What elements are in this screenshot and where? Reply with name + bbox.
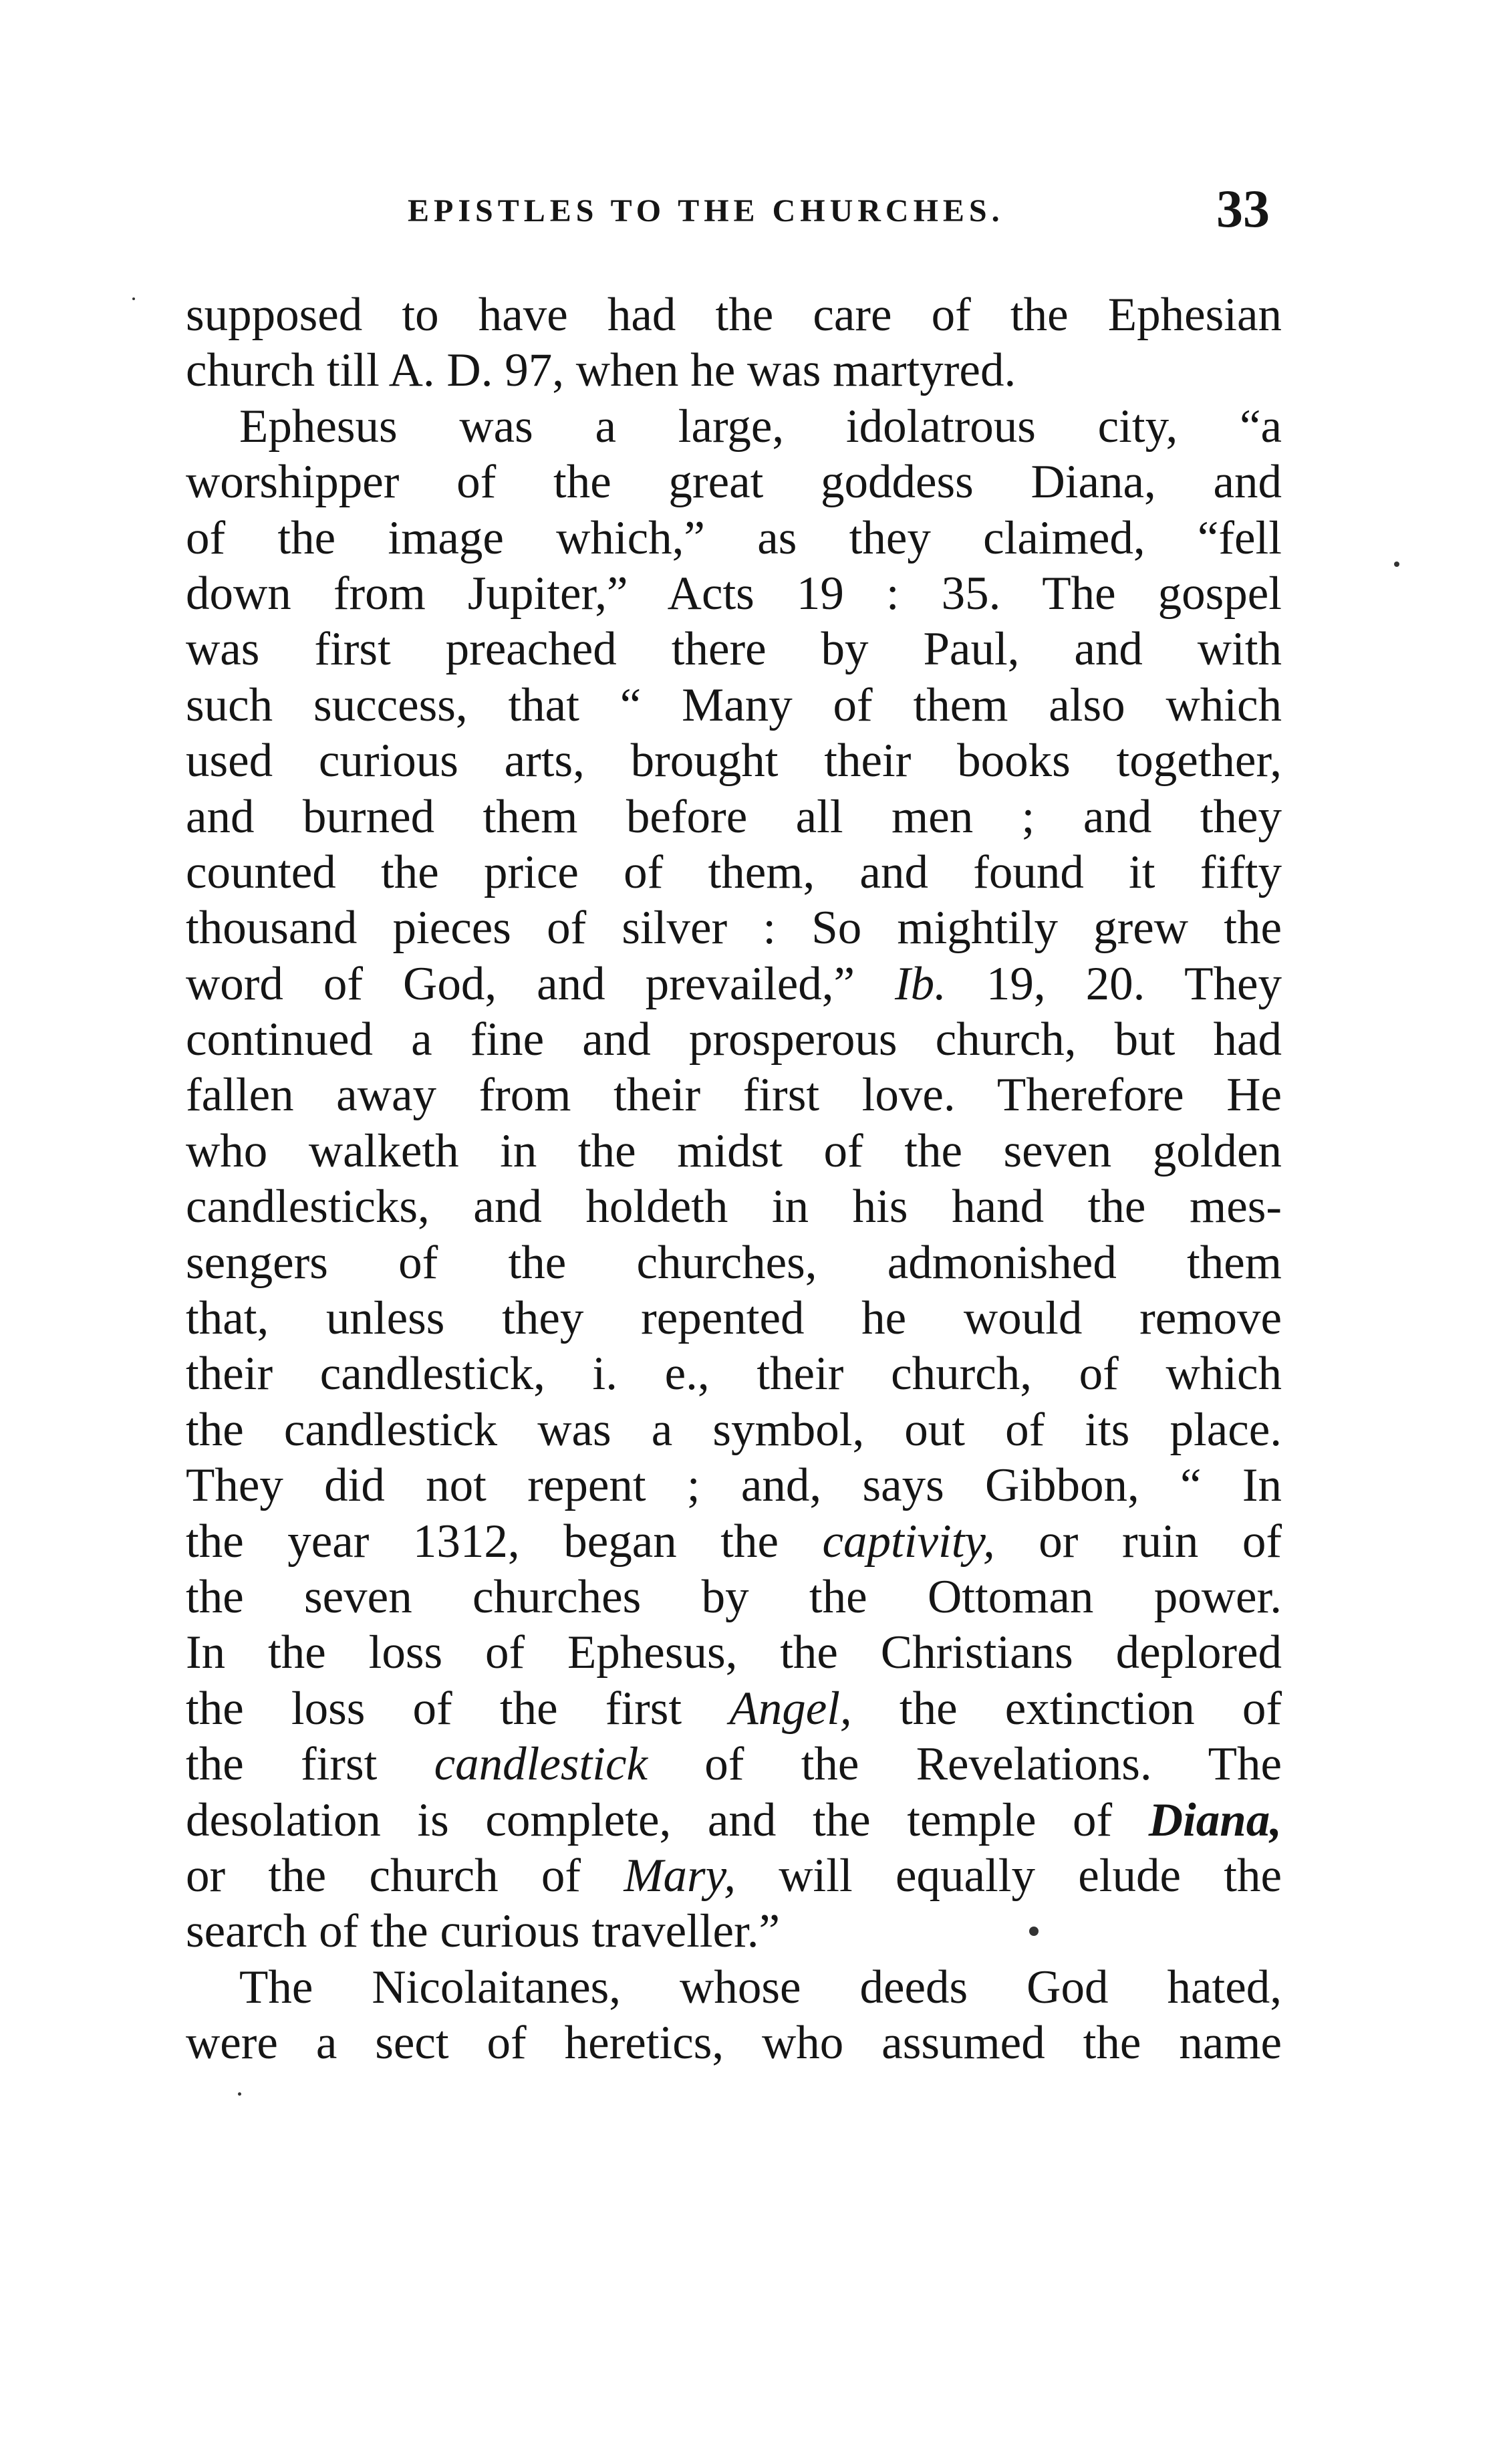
text-line: church till A. D. 97, when he was martyred.	[186, 344, 1016, 397]
text-line: was first preached there by Paul, and with	[186, 623, 1282, 676]
text-line: desolation is complete, and the temple of Diana,	[186, 1794, 1282, 1846]
italic-word: Diana,	[1148, 1794, 1282, 1846]
text-line: the year 1312, began the captivity, or ruin of	[186, 1515, 1282, 1568]
italic-word: captivity,	[822, 1515, 995, 1568]
text-line: They did not repent ; and, says Gibbon, “ In	[186, 1459, 1282, 1512]
paragraph-start-line: The Nicolaitanes, whose deeds God hated,	[239, 1961, 1282, 2013]
text-line: candlesticks, and holdeth in his hand the mes-	[186, 1181, 1282, 1233]
text-line: their candlestick, i. e., their church, of which	[186, 1348, 1282, 1400]
text-line: continued a fine and prosperous church, but had	[186, 1013, 1282, 1066]
text-line: or the church of Mary, will equally elude the	[186, 1849, 1282, 1902]
text-line: the first candlestick of the Revelations. The	[186, 1738, 1282, 1791]
paragraph-start-line: Ephesus was a large, idolatrous city, “a	[239, 400, 1282, 453]
text-line: sengers of the churches, admonished them	[186, 1236, 1282, 1289]
text-line: supposed to have had the care of the Ephesian	[186, 289, 1282, 341]
text-line: that, unless they repented he would remove	[186, 1292, 1282, 1345]
italic-reference: Ib.	[895, 957, 946, 1010]
text-line: were a sect of heretics, who assumed the name	[186, 2017, 1282, 2070]
text-line: thousand pieces of silver : So mightily grew the	[186, 902, 1282, 955]
running-title: EPISTLES TO THE CHURCHES.	[408, 193, 1004, 229]
text-line: down from Jupiter,” Acts 19 : 35. The gospel	[186, 567, 1282, 620]
text-line: the candlestick was a symbol, out of its place.	[186, 1403, 1282, 1456]
text-line: used curious arts, brought their books together,	[186, 735, 1282, 787]
print-speck	[1394, 562, 1399, 567]
italic-word: Angel,	[729, 1682, 852, 1735]
print-speck	[238, 2092, 241, 2096]
text-line: fallen away from their first love. Therefore He	[186, 1069, 1282, 1122]
text-line: word of God, and prevailed,” Ib. 19, 20. They	[186, 957, 1282, 1010]
text-line: the loss of the first Angel, the extinction of	[186, 1682, 1282, 1735]
body-text	[186, 287, 1282, 2072]
print-speck	[1029, 1927, 1039, 1936]
text-line: counted the price of them, and found it fifty	[186, 846, 1282, 898]
text-line: such success, that “ Many of them also which	[186, 679, 1282, 731]
text-line: the seven churches by the Ottoman power.	[186, 1570, 1282, 1623]
running-head	[187, 179, 1270, 253]
text-line: of the image which,” as they claimed, “fell	[186, 511, 1282, 564]
text-line: search of the curious traveller.”	[186, 1905, 781, 1958]
text-line: worshipper of the great goddess Diana, and	[186, 456, 1282, 509]
print-speck	[132, 297, 135, 300]
italic-word: Mary,	[624, 1849, 736, 1902]
text-line: In the loss of Ephesus, the Christians deplored	[186, 1626, 1282, 1679]
text-line: and burned them before all men ; and they	[186, 790, 1282, 843]
page-number: 33	[1216, 180, 1270, 239]
text-line: who walketh in the midst of the seven golden	[186, 1124, 1282, 1177]
italic-word: candlestick	[434, 1738, 648, 1791]
